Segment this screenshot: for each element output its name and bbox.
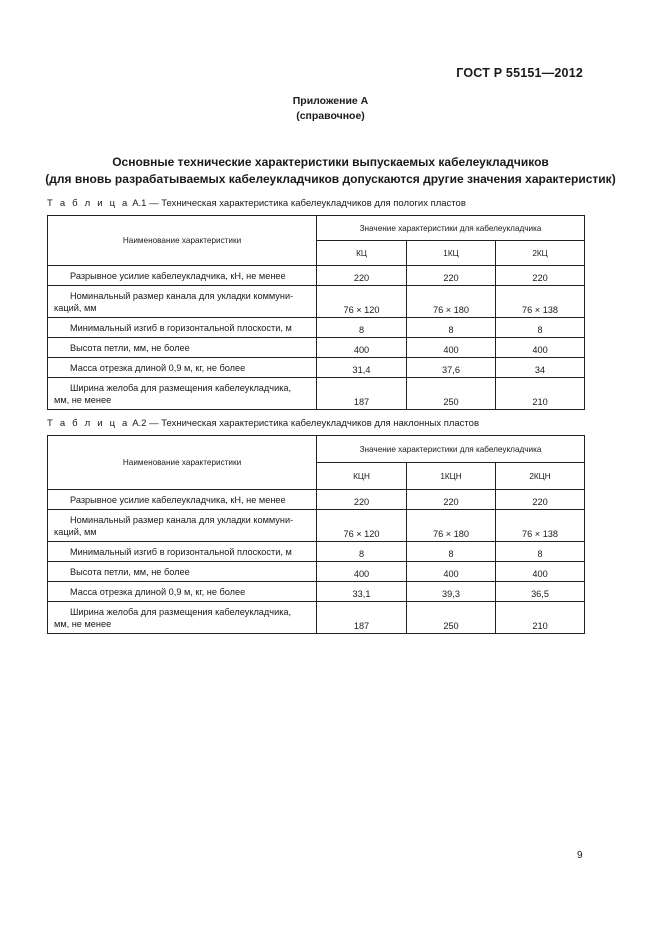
row-value: 76 × 120 xyxy=(317,510,407,542)
row-value: 400 xyxy=(317,338,407,358)
row-value: 220 xyxy=(496,490,585,510)
row-value: 39,3 xyxy=(407,582,496,602)
row-value: 76 × 138 xyxy=(496,510,585,542)
row-value: 250 xyxy=(407,378,496,410)
row-value: 210 xyxy=(496,378,585,410)
table1-caption-text: А.1 — Техническая характеристика кабелеукладчиков для пологих пластов xyxy=(132,198,466,209)
row-value: 8 xyxy=(407,318,496,338)
table2-model-header: КЦН xyxy=(317,463,407,490)
table-row xyxy=(48,266,585,286)
table-row xyxy=(48,378,585,410)
table1-value-header: Значение характеристики для кабелеукладчика xyxy=(317,216,585,241)
row-name: Высота петли, мм, не более xyxy=(48,338,317,358)
table2-model-header: 2КЦН xyxy=(496,463,585,490)
row-value: 220 xyxy=(317,266,407,286)
row-name: Ширина желоба для размещения кабелеукладчика, мм, не менее xyxy=(48,378,317,410)
main-title xyxy=(0,154,661,188)
row-value: 8 xyxy=(317,318,407,338)
table1-model-header: 2КЦ xyxy=(496,241,585,266)
table-row xyxy=(48,286,585,318)
table2-caption-text: А.2 — Техническая характеристика кабелеукладчиков для наклонных пластов xyxy=(132,418,480,429)
row-value: 220 xyxy=(317,490,407,510)
table-row xyxy=(48,318,585,338)
table1-caption xyxy=(47,198,466,210)
table-row xyxy=(48,602,585,634)
row-name: Разрывное усилие кабелеукладчика, кН, не менее xyxy=(48,490,317,510)
table-row xyxy=(48,358,585,378)
row-value: 8 xyxy=(496,542,585,562)
row-value: 76 × 138 xyxy=(496,286,585,318)
row-value: 210 xyxy=(496,602,585,634)
table2-model-header: 1КЦН xyxy=(407,463,496,490)
row-value: 187 xyxy=(317,378,407,410)
appendix-heading xyxy=(0,94,661,124)
table1-model-header: 1КЦ xyxy=(407,241,496,266)
row-value: 31,4 xyxy=(317,358,407,378)
row-name: Минимальный изгиб в горизонтальной плоскости, м xyxy=(48,318,317,338)
table1-model-header: КЦ xyxy=(317,241,407,266)
row-name: Разрывное усилие кабелеукладчика, кН, не менее xyxy=(48,266,317,286)
row-name: Номинальный размер канала для укладки коммуни- каций, мм xyxy=(48,510,317,542)
row-name: Высота петли, мм, не более xyxy=(48,562,317,582)
table2-caption xyxy=(47,418,479,430)
row-value: 250 xyxy=(407,602,496,634)
row-name: Номинальный размер канала для укладки коммуни- каций, мм xyxy=(48,286,317,318)
row-value: 76 × 120 xyxy=(317,286,407,318)
page-number: 9 xyxy=(577,850,583,861)
table-row xyxy=(48,562,585,582)
appendix-subtitle: (справочное) xyxy=(296,110,365,122)
row-value: 8 xyxy=(407,542,496,562)
row-value: 76 × 180 xyxy=(407,286,496,318)
table-row xyxy=(48,582,585,602)
table1 xyxy=(47,215,585,410)
row-name: Масса отрезка длиной 0,9 м, кг, не более xyxy=(48,358,317,378)
row-name: Минимальный изгиб в горизонтальной плоскости, м xyxy=(48,542,317,562)
table-row xyxy=(48,510,585,542)
main-title-line1: Основные технические характеристики выпускаемых кабелеукладчиков xyxy=(112,155,549,169)
main-title-line2: (для вновь разрабатываемых кабелеукладчиков допускаются другие значения характеристик) xyxy=(45,172,616,186)
row-value: 8 xyxy=(496,318,585,338)
table-row xyxy=(48,490,585,510)
row-value: 37,6 xyxy=(407,358,496,378)
table1-caption-label: Т а б л и ц а xyxy=(47,198,130,209)
row-value: 187 xyxy=(317,602,407,634)
row-name: Масса отрезка длиной 0,9 м, кг, не более xyxy=(48,582,317,602)
row-value: 400 xyxy=(407,562,496,582)
row-value: 220 xyxy=(407,266,496,286)
row-value: 36,5 xyxy=(496,582,585,602)
row-value: 33,1 xyxy=(317,582,407,602)
row-value: 400 xyxy=(496,338,585,358)
row-value: 400 xyxy=(407,338,496,358)
table1-name-header: Наименование характеристики xyxy=(48,216,317,266)
table-row xyxy=(48,542,585,562)
row-value: 400 xyxy=(317,562,407,582)
row-value: 34 xyxy=(496,358,585,378)
row-value: 220 xyxy=(496,266,585,286)
row-value: 76 × 180 xyxy=(407,510,496,542)
standard-number: ГОСТ Р 55151—2012 xyxy=(456,66,583,80)
appendix-title: Приложение А xyxy=(292,95,369,107)
row-value: 220 xyxy=(407,490,496,510)
table2-caption-label: Т а б л и ц а xyxy=(47,418,130,429)
table2 xyxy=(47,435,585,634)
row-value: 400 xyxy=(496,562,585,582)
table-row xyxy=(48,338,585,358)
table2-name-header: Наименование характеристики xyxy=(48,436,317,490)
row-name: Ширина желоба для размещения кабелеукладчика, мм, не менее xyxy=(48,602,317,634)
row-value: 8 xyxy=(317,542,407,562)
table2-value-header: Значение характеристики для кабелеукладчика xyxy=(317,436,585,463)
